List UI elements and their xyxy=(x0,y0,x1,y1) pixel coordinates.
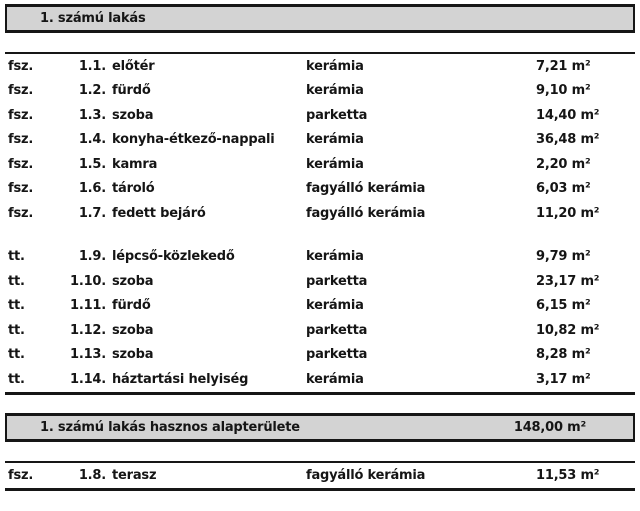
room-name: terasz xyxy=(112,467,157,483)
floor-abbrev: fsz. xyxy=(8,205,34,221)
room-row xyxy=(5,367,635,392)
room-row xyxy=(5,343,635,368)
room-number: 1.3. xyxy=(78,107,106,123)
floor-material: kerámia xyxy=(306,83,364,99)
room-name: konyha-étkező-nappali xyxy=(112,132,275,148)
room-number: 1.10. xyxy=(69,273,106,289)
floor-material: kerámia xyxy=(306,156,364,172)
room-area: 8,28 m² xyxy=(536,347,591,363)
apartment-title: 1. számú lakás xyxy=(40,11,146,26)
floor-material: fagyálló kerámia xyxy=(306,467,426,483)
floor-material: kerámia xyxy=(306,132,364,148)
room-number: 1.9. xyxy=(78,249,106,265)
room-row xyxy=(5,103,635,128)
floor-material: parketta xyxy=(306,273,368,289)
room-name: kamra xyxy=(112,156,158,172)
room-row xyxy=(5,201,635,226)
room-number: 1.14. xyxy=(69,371,106,387)
terrace-row xyxy=(5,463,635,488)
floor-abbrev: tt. xyxy=(8,347,25,363)
attic-group xyxy=(5,245,635,392)
floor-abbrev: tt. xyxy=(8,273,25,289)
floor-abbrev: fsz. xyxy=(8,132,34,148)
room-number: 1.2. xyxy=(78,83,106,99)
room-area: 10,82 m² xyxy=(536,322,600,338)
room-number: 1.8. xyxy=(78,467,106,483)
document-page xyxy=(0,4,640,511)
room-name: fürdő xyxy=(112,83,151,99)
room-row xyxy=(5,177,635,202)
room-number: 1.13. xyxy=(69,347,106,363)
summary-area-value: 148,00 m² xyxy=(513,419,586,435)
room-area: 9,79 m² xyxy=(536,249,591,265)
room-row xyxy=(5,128,635,153)
floor-group-gap xyxy=(5,226,635,245)
room-area: 6,15 m² xyxy=(536,298,591,314)
room-number: 1.5. xyxy=(78,156,106,172)
room-area: 2,20 m² xyxy=(536,156,591,172)
useful-area-summary-bar xyxy=(5,413,635,442)
floor-material: kerámia xyxy=(306,249,364,265)
room-number: 1.11. xyxy=(69,298,106,314)
room-number: 1.12. xyxy=(69,322,106,338)
room-name: előtér xyxy=(112,58,155,74)
floor-material: parketta xyxy=(306,107,368,123)
room-number: 1.6. xyxy=(78,181,106,197)
floor-material: parketta xyxy=(306,347,368,363)
floor-abbrev: fsz. xyxy=(8,156,34,172)
room-number: 1.1. xyxy=(78,58,106,74)
room-row xyxy=(5,54,635,79)
floor-abbrev: fsz. xyxy=(8,83,34,99)
room-area: 9,10 m² xyxy=(536,83,591,99)
room-row xyxy=(5,245,635,270)
floor-material: fagyálló kerámia xyxy=(306,181,426,197)
room-name: szoba xyxy=(112,107,154,123)
summary-label: 1. számú lakás hasznos alapterülete xyxy=(40,419,300,435)
room-area: 6,03 m² xyxy=(536,181,591,197)
room-row xyxy=(5,269,635,294)
room-name: fürdő xyxy=(112,298,151,314)
floor-material: kerámia xyxy=(306,371,364,387)
room-number: 1.4. xyxy=(78,132,106,148)
room-area-table xyxy=(5,52,635,395)
floor-material: kerámia xyxy=(306,298,364,314)
floor-abbrev: tt. xyxy=(8,249,25,265)
room-area: 36,48 m² xyxy=(536,132,600,148)
floor-material: kerámia xyxy=(306,58,364,74)
room-area: 23,17 m² xyxy=(536,273,600,289)
room-name: lépcső-közlekedő xyxy=(112,249,235,265)
floor-material: parketta xyxy=(306,322,368,338)
room-name: tároló xyxy=(112,181,155,197)
terrace-table xyxy=(5,461,635,491)
room-name: szoba xyxy=(112,322,154,338)
floor-abbrev: fsz. xyxy=(8,107,34,123)
room-row xyxy=(5,79,635,104)
room-number: 1.7. xyxy=(78,205,106,221)
room-name: szoba xyxy=(112,347,154,363)
ground-floor-group xyxy=(5,54,635,226)
room-row xyxy=(5,294,635,319)
room-area: 7,21 m² xyxy=(536,58,591,74)
room-area: 14,40 m² xyxy=(536,107,600,123)
room-name: szoba xyxy=(112,273,154,289)
room-row xyxy=(5,152,635,177)
floor-abbrev: tt. xyxy=(8,322,25,338)
room-name: fedett bejáró xyxy=(112,205,206,221)
floor-abbrev: fsz. xyxy=(8,181,34,197)
floor-material: fagyálló kerámia xyxy=(306,205,426,221)
floor-abbrev: fsz. xyxy=(8,467,34,483)
floor-abbrev: tt. xyxy=(8,298,25,314)
room-row xyxy=(5,318,635,343)
floor-abbrev: fsz. xyxy=(8,58,34,74)
room-area: 11,53 m² xyxy=(536,467,600,483)
floor-abbrev: tt. xyxy=(8,371,25,387)
room-area: 11,20 m² xyxy=(536,205,600,221)
apartment-header-bar xyxy=(5,4,635,33)
room-area: 3,17 m² xyxy=(536,371,591,387)
room-name: háztartási helyiség xyxy=(112,371,249,387)
